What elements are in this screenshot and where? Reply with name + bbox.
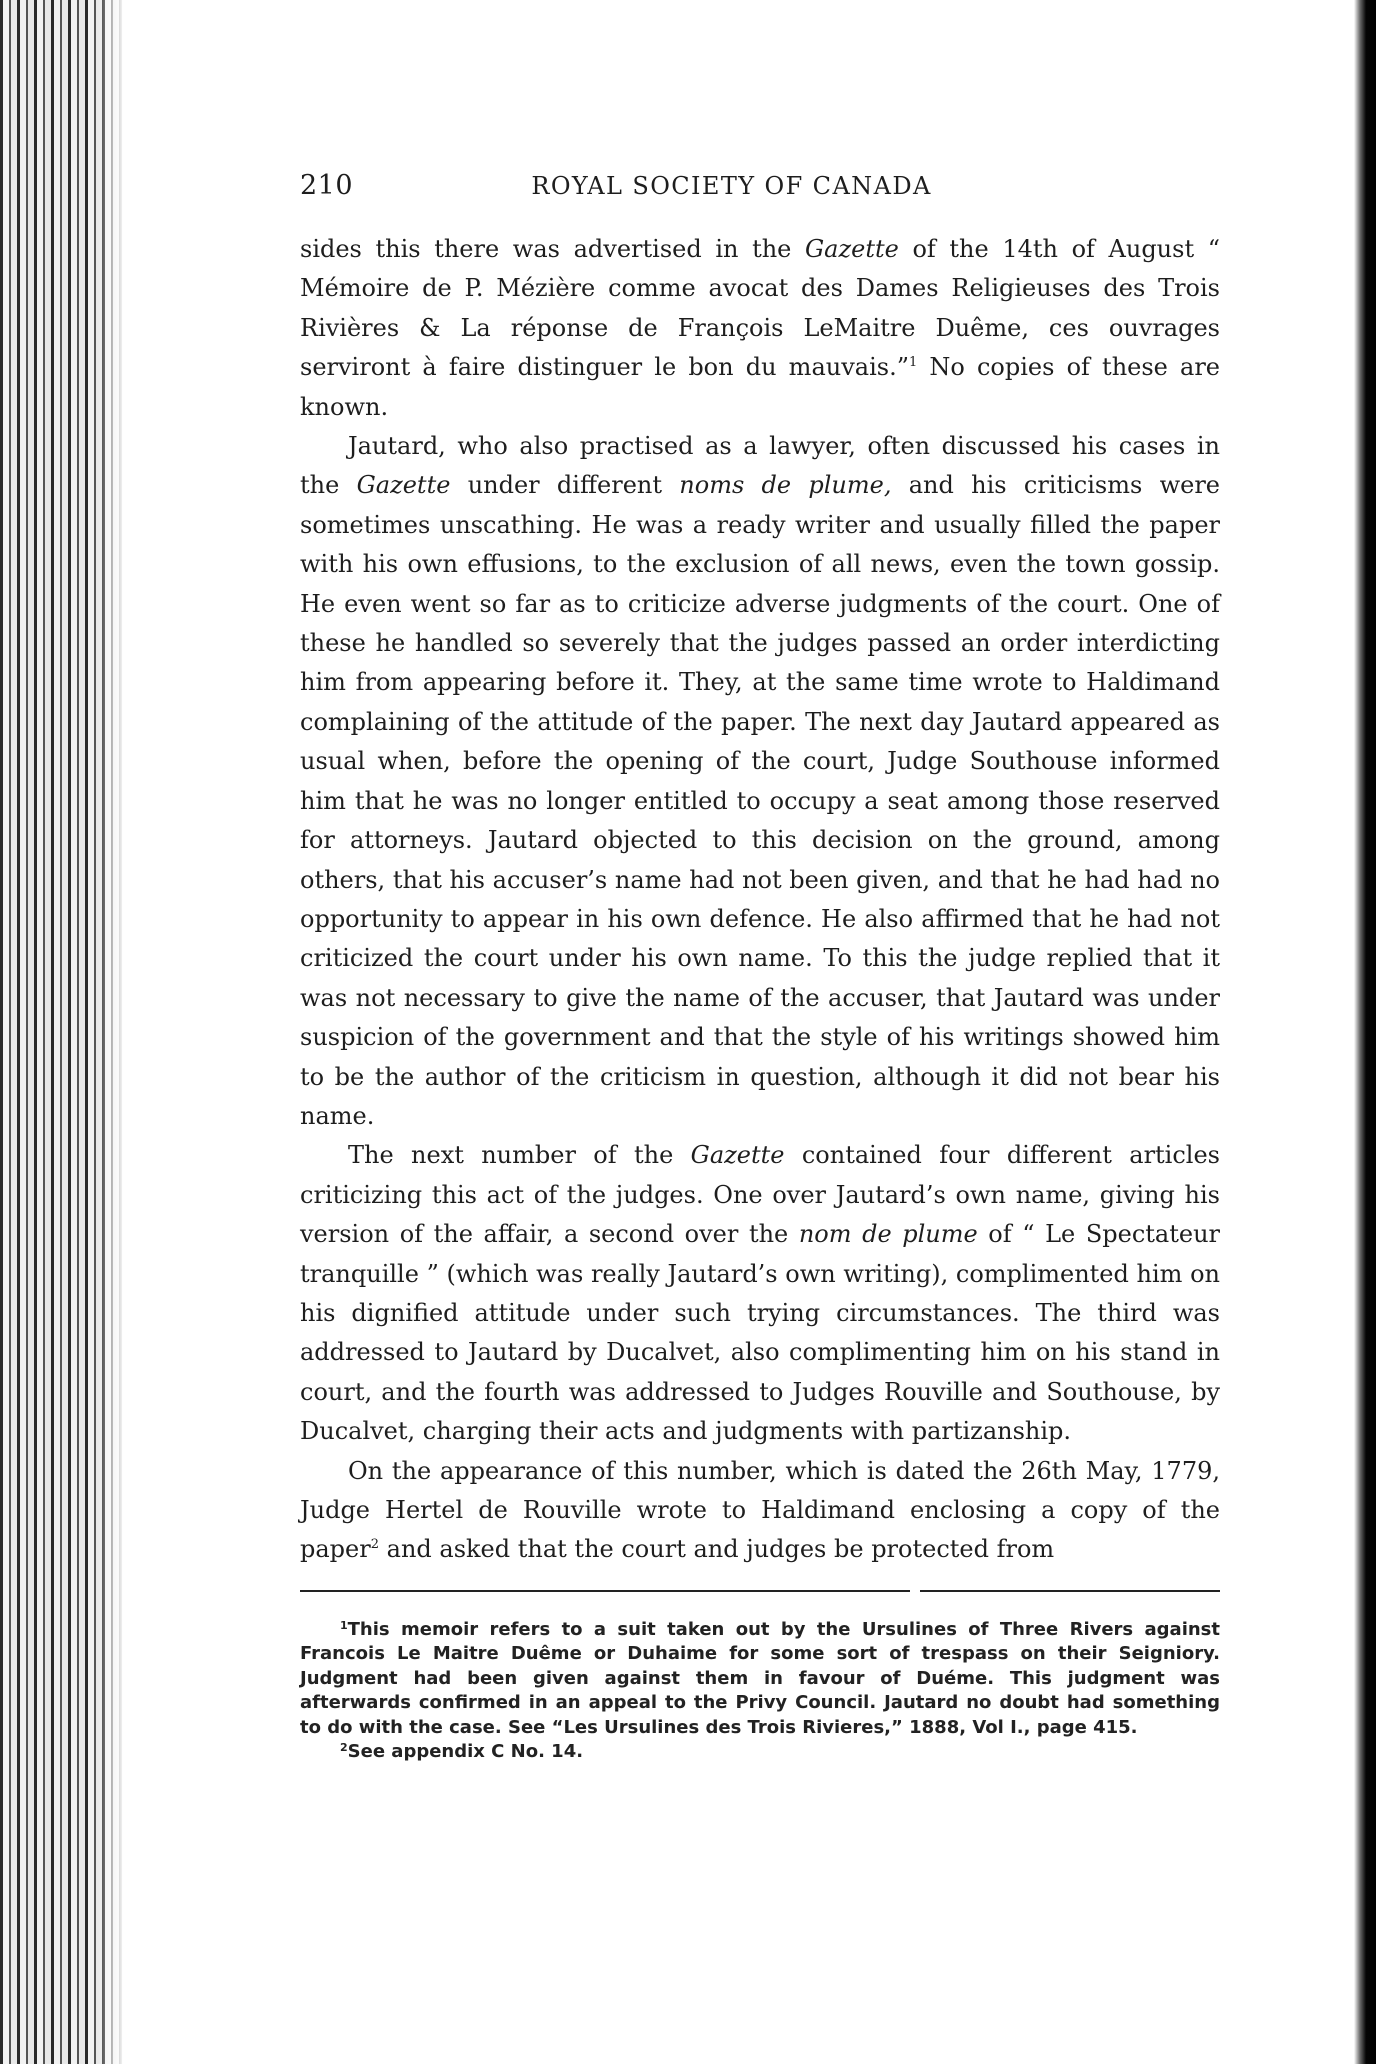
running-header [300,170,1220,230]
paragraph-4: On the appearance of this number, which is dated the 26th May, 1779, Judge Hertel de Rouville wrote to Haldimand enclosing a copy of the paper$^2$ and asked that the court and judges be protected from [300,1456,1220,1564]
footnote-1: $^1$This memoir refers to a suit taken out by the Ursulines of Three Rivers against Francois Le Maitre Duême or Duhaime for some sort of trespass on their Seigniory. Judgment had been given against them in favour of Duéme. This judgment was afterwards confirmed in an appeal to the Privy Council. Jautard no doubt had something to do with the case. See “Les Ursulines des Trois Rivieres,” 1888, Vol I., page 415. [300,1618,1220,1738]
footnote-2: $^2$See appendix C No. 14. [340,1741,584,1763]
gazette-title: Gazette [690,1141,785,1170]
footnote-divider [300,1590,1220,1592]
body-text [300,230,1220,1570]
footnote-ref-2: 2 [370,1537,379,1553]
footnote-ref-1: 1 [908,355,918,371]
gazette-title: Gazette [356,471,451,500]
italic-phrase: nom de plume [798,1220,978,1249]
paragraph-3: The next number of the Gazette contained four different articles criticizing this act of the judges. One over Jautard’s own name, giving his version of the affair, a second over the nom de plume of “ Le Spectateur tranquille ” (which was really Jautard’s own writing), complimented him on his dignified attitude under such trying circumstances. The third was addressed to Jautard by Ducalvet, also complimenting him on his stand in court, and the fourth was addressed to Judges Rouville and Southouse, by Ducalvet, charging their acts and judgments with partizanship. [300,1141,1221,1446]
gazette-title: Gazette [805,235,899,263]
paragraph-1: sides this there was advertised in the Gazette of the 14th of August “ Mémoire de P. Mézière comme avocat des Dames Religieuses des Trois Rivières & La réponse de François LeMaitre Duême, ces ouvrages serviront à faire distinguer le bon du mauvais.”$^1$ No copies of these are known. [300,235,1220,421]
italic-phrase: noms de plume, [679,471,892,500]
page-edge-right [1354,0,1376,2064]
footnotes [300,1618,1220,1765]
page [300,170,1220,1765]
binding-shadow [96,0,124,2064]
page-number: 210 [300,170,354,201]
paragraph-2: Jautard, who also practised as a lawyer, often discussed his cases in the Gazette under different noms de plume, and his criticisms were sometimes unscathing. He was a ready writer and usually filled the paper with his own effusions, to the exclusion of all news, even the town gossip. He even went so far as to criticize adverse judgments of the court. One of these he handled so severely that the judges passed an order interdicting him from appearing before it. They, at the same time wrote to Haldimand complaining of the attitude of the paper. The next day Jautard appeared as usual when, before the opening of the court, Judge Southouse informed him that he was no longer entitled to occupy a seat among those reserved for attorneys. Jautard objected to this decision on the ground, among others, that his accuser’s name had not been given, and that he had had no opportunity to appear in his own defence. He also affirmed that he had not criticized the court under his own name. To this the judge replied that it was not necessary to give the name of the accuser, that Jautard was under suspicion of the government and that the style of his writings showed him to be the author of the criticism in question, although it did not bear his name. [300,432,1220,1130]
running-title: ROYAL SOCIETY OF CANADA [531,172,932,200]
